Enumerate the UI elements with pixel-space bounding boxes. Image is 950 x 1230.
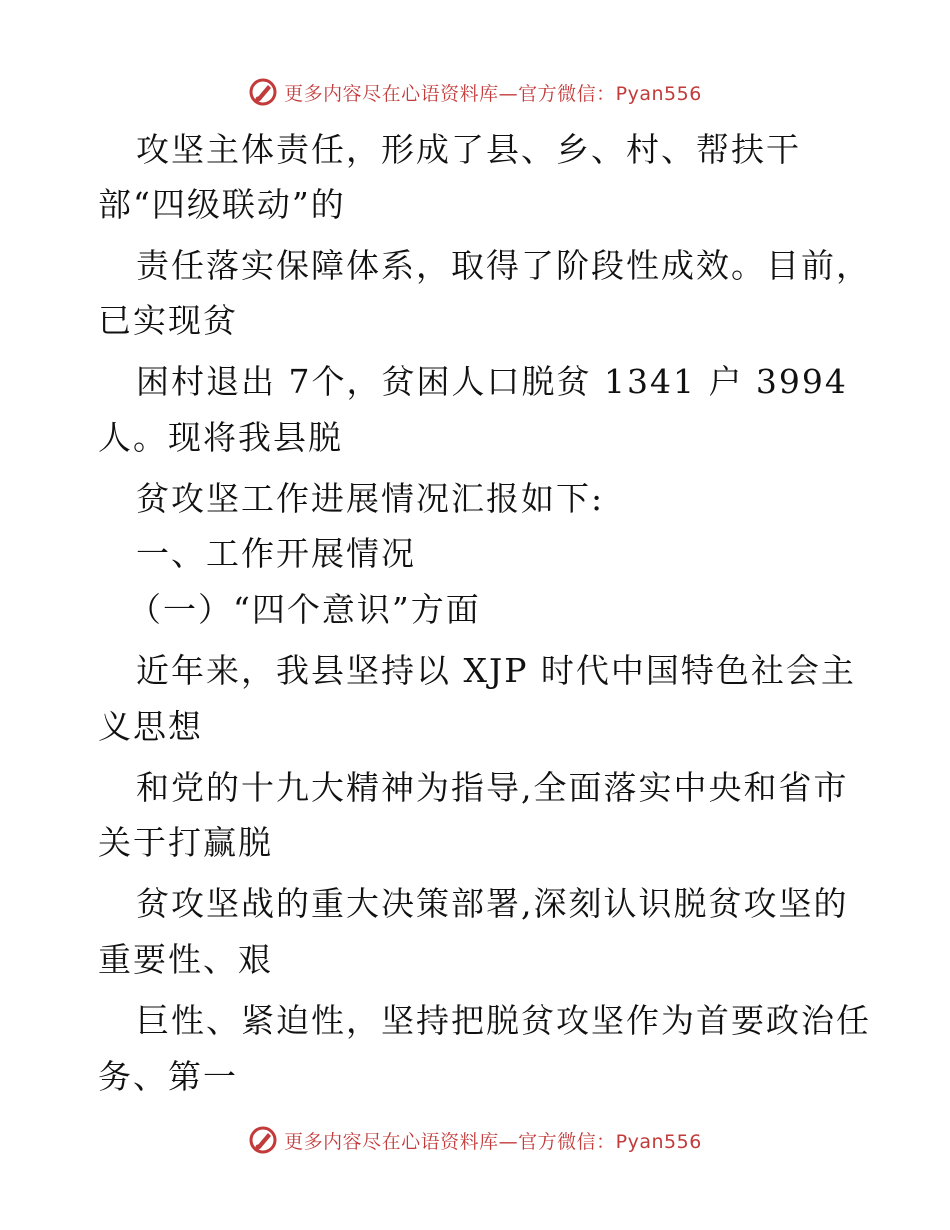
text-line: 巨性、紧迫性，坚持把脱贫攻坚作为首要政治任 xyxy=(136,1001,871,1040)
section-heading: 一、工作开展情况 xyxy=(136,534,416,573)
subsection-heading: （一）“四个意识”方面 xyxy=(128,590,481,629)
header-banner-text: 更多内容尽在心语资料库—官方微信：Pyan556 xyxy=(284,82,702,105)
pen-seal-icon xyxy=(248,77,278,107)
text-line: 义思想 xyxy=(98,707,203,746)
text-line: 责任落实保障体系，取得了阶段性成效。目前， xyxy=(136,246,871,285)
footer-watermark-banner xyxy=(0,1120,950,1160)
text-line: 贫攻坚战的重大决策部署,深刻认识脱贫攻坚的 xyxy=(136,884,849,923)
footer-banner-text: 更多内容尽在心语资料库—官方微信：Pyan556 xyxy=(284,1130,702,1153)
pen-seal-icon xyxy=(248,1125,278,1155)
text-line: 关于打赢脱 xyxy=(98,823,273,862)
text-line: 已实现贫 xyxy=(98,301,238,340)
text-line: 贫攻坚工作进展情况汇报如下: xyxy=(136,479,605,518)
text-line: 困村退出 7个，贫困人口脱贫 1341 户 3994 xyxy=(136,362,848,401)
text-line: 部“四级联动”的 xyxy=(98,185,346,224)
text-line: 人。现将我县脱 xyxy=(98,418,343,457)
text-line: 近年来，我县坚持以 XJP 时代中国特色社会主 xyxy=(136,651,856,690)
text-line: 重要性、艰 xyxy=(98,940,273,979)
text-line: 攻坚主体责任，形成了县、乡、村、帮扶干 xyxy=(136,130,801,169)
text-line: 务、第一 xyxy=(98,1057,238,1096)
header-watermark-banner xyxy=(0,72,950,112)
text-line: 和党的十九大精神为指导,全面落实中央和省市 xyxy=(136,768,849,807)
